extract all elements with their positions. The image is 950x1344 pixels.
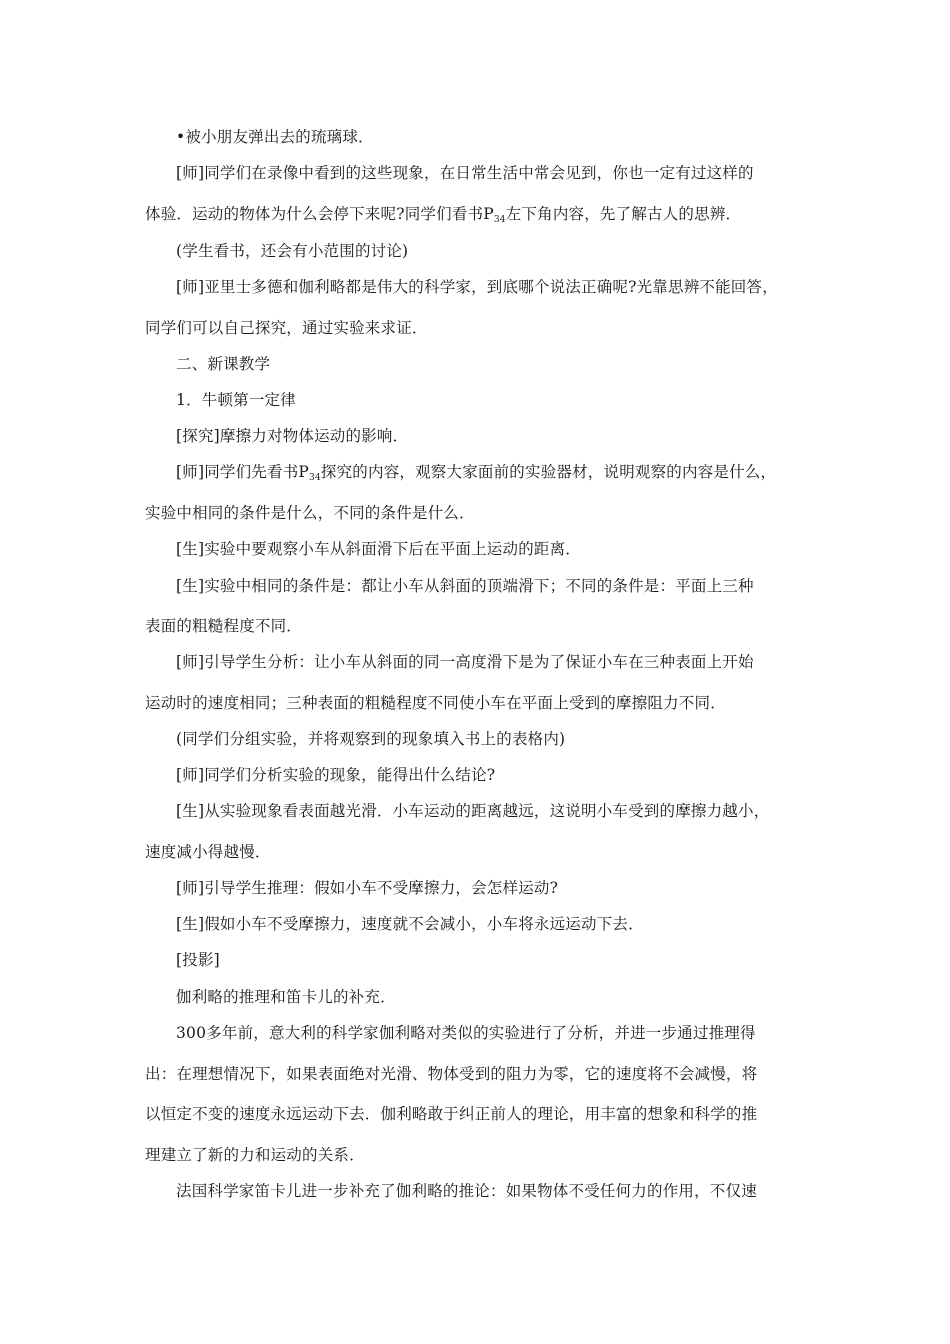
paragraph-line: 表面的粗糙程度不同． <box>145 617 303 635</box>
paragraph-line: [师]引导学生推理：假如小车不受摩擦力，会怎样运动? <box>176 879 559 897</box>
paragraph-line: 运动时的速度相同；三种表面的粗糙程度不同使小车在平面上受到的摩擦阻力不同． <box>145 694 726 712</box>
page-ref: $P_{34}$ <box>298 463 321 483</box>
paragraph-line: (同学们分组实验，并将观察到的现象填入书上的表格内) <box>176 730 566 748</box>
paragraph-line: 同学们可以自己探究，通过实验来求证． <box>145 319 428 337</box>
paragraph-line: 体验．运动的物体为什么会停下来呢?同学们看书$P_{34}$左下角内容，先了解古人的思辨． <box>145 205 742 225</box>
paragraph-line: 法国科学家笛卡儿进一步补充了伽利略的推论：如果物体不受任何力的作用，不仅速 <box>176 1182 757 1200</box>
paragraph-line: [投影] <box>176 951 220 969</box>
paragraph-line: 理建立了新的力和运动的关系． <box>145 1146 365 1164</box>
paragraph-line: [生]从实验现象看表面越光滑．小车运动的距离越远，这说明小车受到的摩擦力越小， <box>176 802 770 820</box>
paragraph-line: 以恒定不变的速度永远运动下去．伽利略敢于纠正前人的理论，用丰富的想象和科学的推 <box>145 1105 758 1123</box>
paragraph-line: (学生看书，还会有小范围的讨论) <box>176 242 409 260</box>
page-ref: $P_{34}$ <box>483 205 506 225</box>
paragraph-line: [探究]摩擦力对物体运动的影响． <box>176 427 409 445</box>
paragraph-line: 速度减小得越慢． <box>145 843 271 861</box>
paragraph-line: [生]假如小车不受摩擦力，速度就不会减小，小车将永远运动下去． <box>176 915 644 933</box>
paragraph-line: •被小朋友弹出去的琉璃球． <box>176 128 374 146</box>
paragraph-line: [生]实验中要观察小车从斜面滑下后在平面上运动的距离． <box>176 540 581 558</box>
subsection-heading: 1．牛顿第一定律 <box>176 391 296 409</box>
paragraph-line: [生]实验中相同的条件是：都让小车从斜面的顶端滑下；不同的条件是：平面上三种 <box>176 577 754 595</box>
paragraph-line: 伽利略的推理和笛卡儿的补充． <box>176 988 396 1006</box>
paragraph-line: 300多年前，意大利的科学家伽利略对类似的实验进行了分析，并进一步通过推理得 <box>176 1024 756 1042</box>
paragraph-line: [师]亚里士多德和伽利略都是伟大的科学家，到底哪个说法正确呢?光靠思辨不能回答， <box>176 278 778 296</box>
paragraph-line: [师]引导学生分析：让小车从斜面的同一高度滑下是为了保证小车在三种表面上开始 <box>176 653 754 671</box>
paragraph-line: [师]同学们分析实验的现象，能得出什么结论? <box>176 766 496 784</box>
section-heading: 二、新课教学 <box>176 355 271 373</box>
paragraph-line: [师]同学们先看书$P_{34}$探究的内容，观察大家面前的实验器材，说明观察的内容是什么， <box>176 463 777 483</box>
paragraph-line: 出：在理想情况下，如果表面绝对光滑、物体受到的阻力为零，它的速度将不会减慢，将 <box>145 1065 758 1083</box>
paragraph-line: [师]同学们在录像中看到的这些现象，在日常生活中常会见到，你也一定有过这样的 <box>176 164 754 182</box>
paragraph-line: 实验中相同的条件是什么，不同的条件是什么． <box>145 504 475 522</box>
